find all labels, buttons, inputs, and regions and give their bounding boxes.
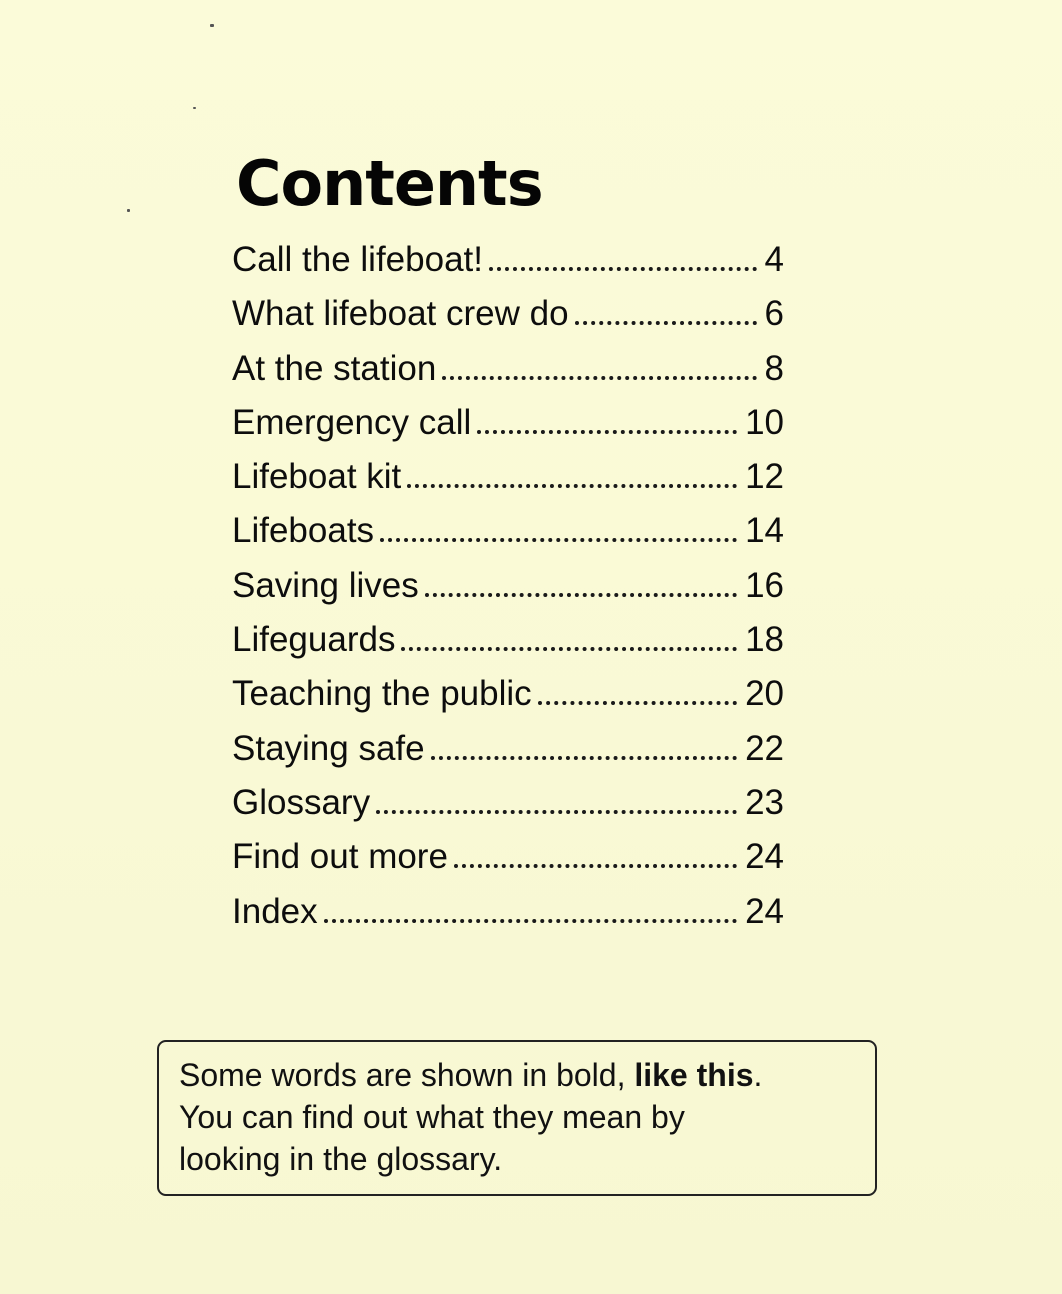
toc-entry: [232, 559, 784, 613]
glossary-note-period: .: [753, 1057, 763, 1093]
toc-entry-label: Staying safe: [232, 728, 425, 768]
toc-entry-label: Lifeboats: [232, 511, 375, 551]
toc-entry-label: Saving lives: [232, 565, 419, 605]
toc-entry: [232, 722, 784, 776]
toc-dot-leader: [324, 919, 737, 923]
toc-dot-leader: [425, 593, 737, 597]
toc-entry: [232, 450, 784, 504]
toc-entry-label: Lifeboat kit: [232, 457, 402, 497]
toc-entry-label: Index: [232, 891, 318, 931]
toc-dot-leader: [431, 756, 737, 760]
toc-entry: [232, 287, 784, 341]
glossary-note-line-2: You can find out what they mean by: [179, 1099, 685, 1135]
toc-entry-label: Emergency call: [232, 402, 472, 442]
toc-entry-page-number: 18: [745, 620, 784, 660]
glossary-note-line-1: [179, 1054, 855, 1096]
table-of-contents: [232, 233, 784, 939]
toc-entry: [232, 342, 784, 396]
page-title: Contents: [236, 147, 543, 220]
toc-dot-leader: [454, 864, 737, 868]
toc-entry: [232, 613, 784, 667]
toc-entry-label: What lifeboat crew do: [232, 294, 569, 334]
toc-entry: [232, 504, 784, 558]
toc-entry-label: At the station: [232, 348, 437, 388]
toc-entry-label: Find out more: [232, 837, 448, 877]
toc-dot-leader: [538, 701, 737, 705]
toc-entry-page-number: 22: [745, 728, 784, 768]
glossary-note-bold-example: like this: [634, 1057, 754, 1093]
toc-dot-leader: [380, 538, 737, 542]
toc-entry-page-number: 23: [745, 782, 784, 822]
toc-entry-page-number: 16: [745, 565, 784, 605]
glossary-note-text: Some words are shown in bold,: [179, 1057, 635, 1093]
toc-entry-page-number: 24: [745, 837, 784, 877]
toc-dot-leader: [489, 267, 757, 271]
toc-entry: [232, 830, 784, 884]
toc-entry-page-number: 14: [745, 511, 784, 551]
toc-entry: [232, 885, 784, 939]
toc-entry: [232, 396, 784, 450]
toc-entry: [232, 667, 784, 721]
toc-dot-leader: [376, 810, 737, 814]
toc-entry-page-number: 6: [764, 294, 784, 334]
toc-entry: [232, 776, 784, 830]
paper-speck: [127, 209, 130, 212]
toc-entry-page-number: 24: [745, 891, 784, 931]
toc-dot-leader: [477, 430, 737, 434]
paper-speck: [210, 24, 214, 27]
toc-entry-label: Call the lifeboat!: [232, 240, 483, 279]
toc-entry-page-number: 8: [764, 348, 784, 388]
toc-entry-label: Teaching the public: [232, 674, 532, 714]
toc-entry-label: Glossary: [232, 782, 371, 822]
toc-dot-leader: [575, 321, 757, 325]
toc-dot-leader: [401, 647, 737, 651]
glossary-note-box: [157, 1040, 877, 1196]
glossary-note-line-3: looking in the glossary.: [179, 1141, 503, 1177]
toc-entry: [232, 233, 784, 287]
toc-entry-page-number: 4: [764, 240, 784, 279]
toc-entry-page-number: 20: [745, 674, 784, 714]
paper-speck: [193, 107, 196, 109]
toc-dot-leader: [442, 376, 756, 380]
toc-dot-leader: [407, 484, 737, 488]
toc-entry-page-number: 10: [745, 402, 784, 442]
toc-entry-page-number: 12: [745, 457, 784, 497]
toc-entry-label: Lifeguards: [232, 620, 396, 660]
